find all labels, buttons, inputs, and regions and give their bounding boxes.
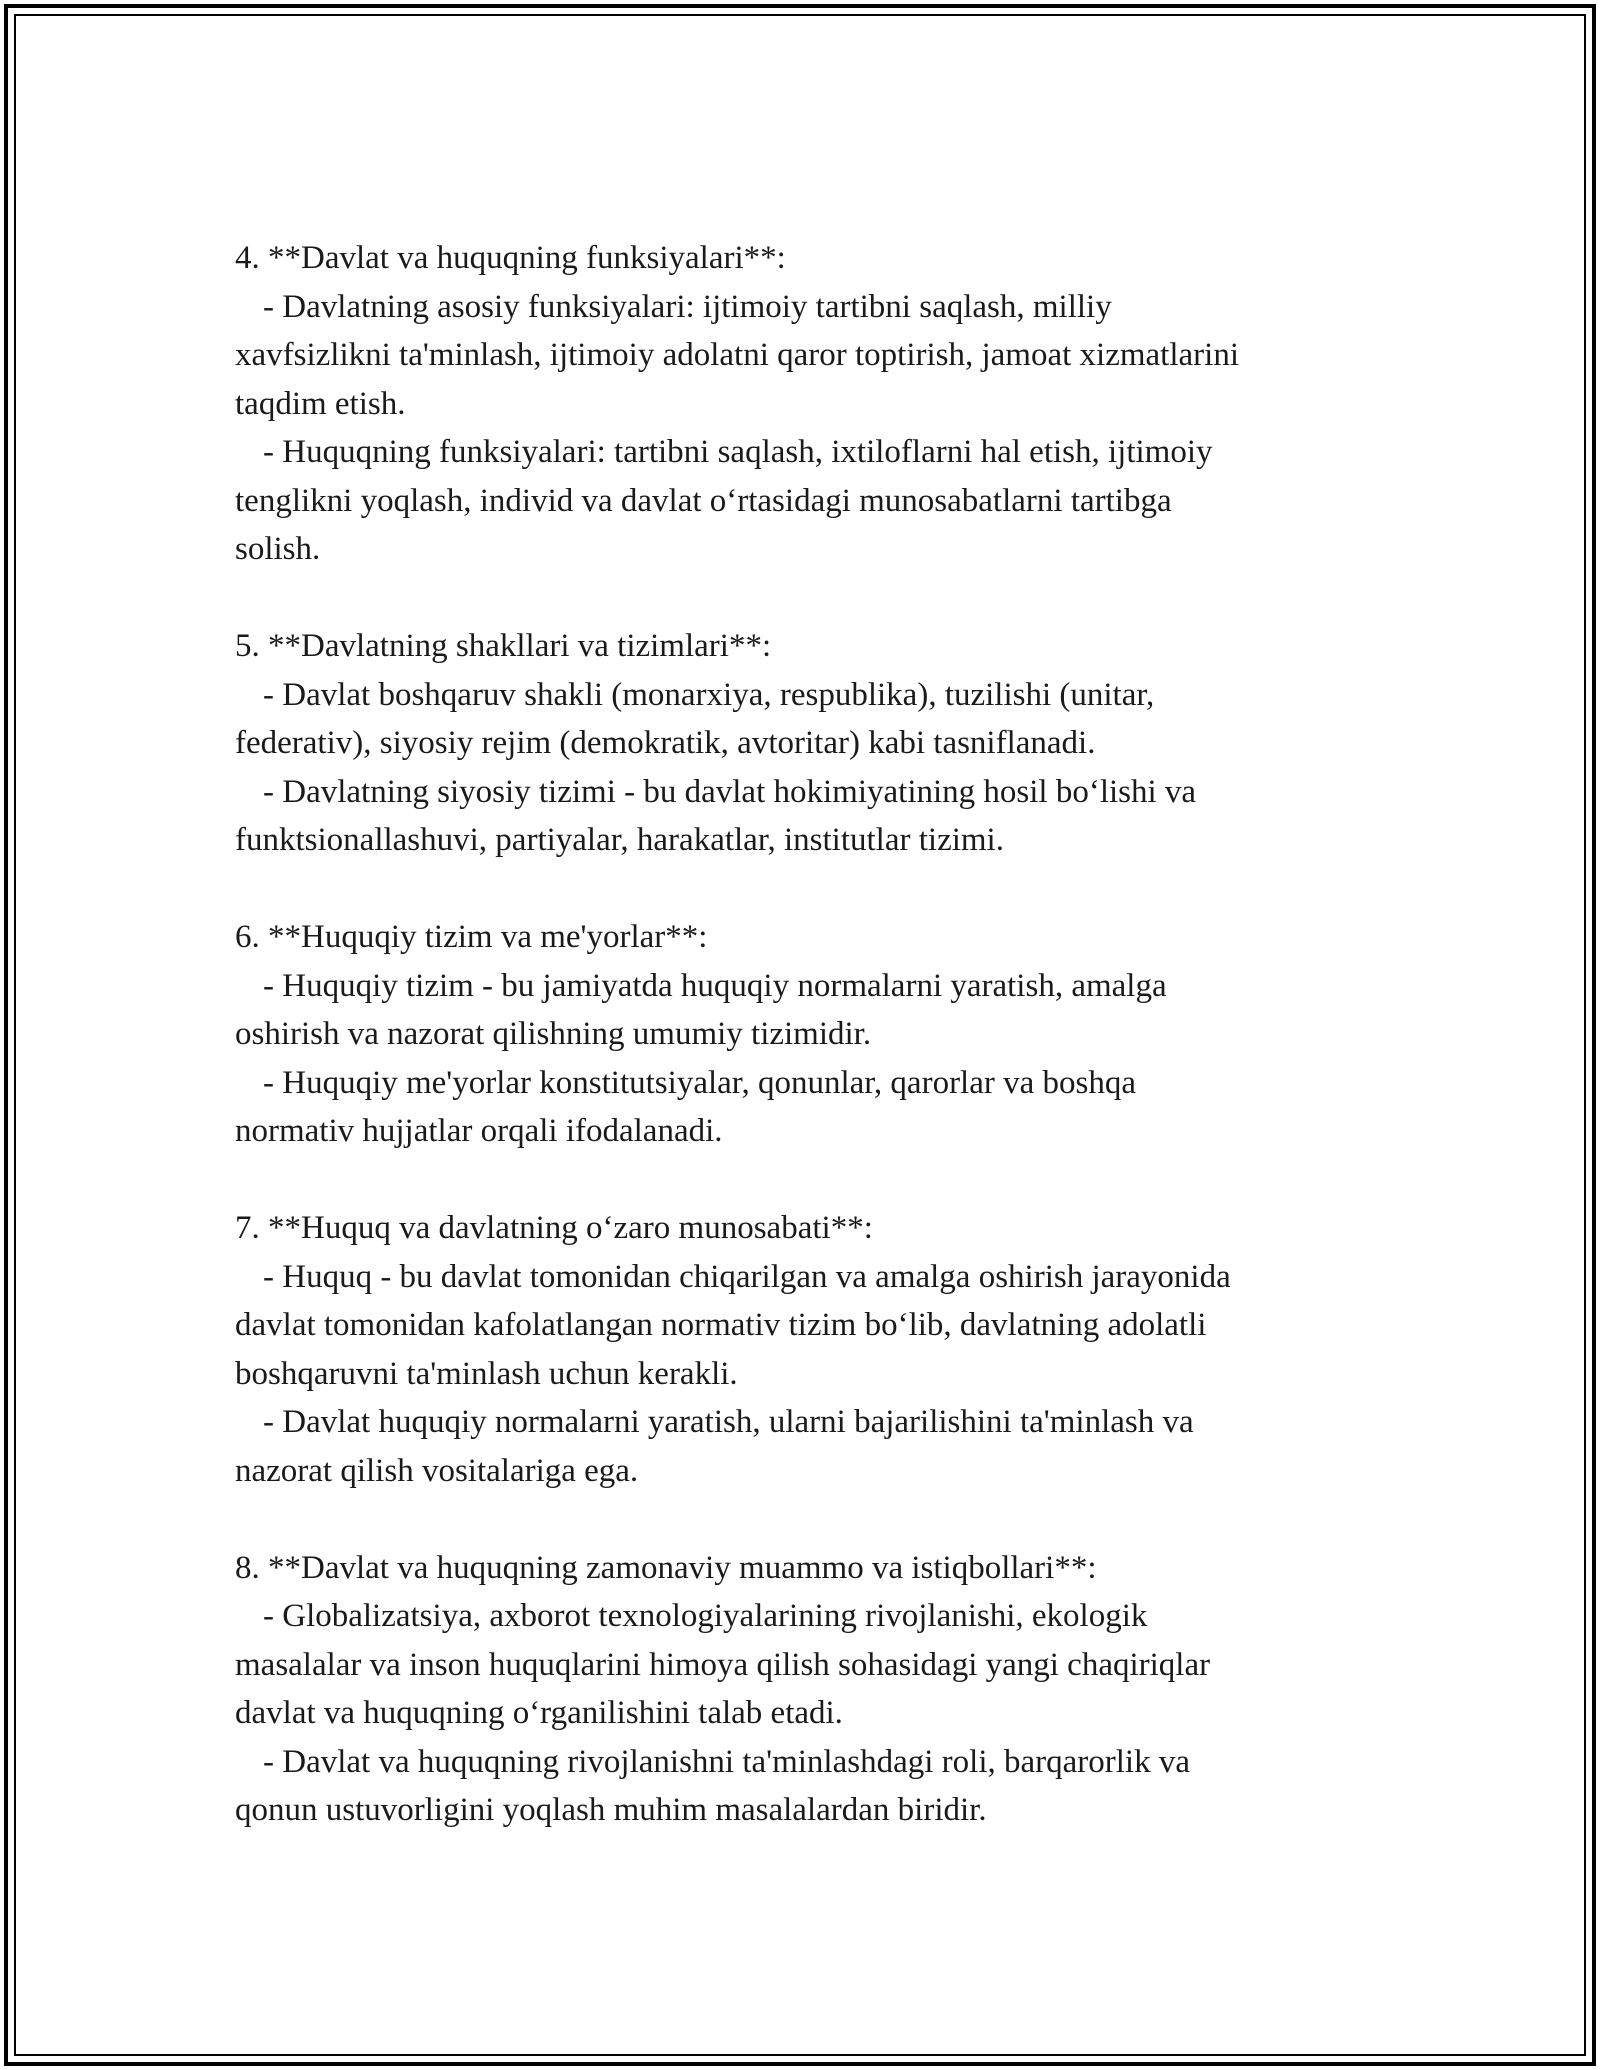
bullet-line: oshirish va nazorat qilishning umumiy tizimidir. xyxy=(235,1016,872,1052)
bullet-line: tenglikni yoqlash, individ va davlat oʻrtasidagi munosabatlarni tartibga xyxy=(235,482,1172,519)
bullet-line: davlat tomonidan kafolatlangan normativ tizim boʻlib, davlatning adolatli xyxy=(235,1307,1207,1343)
bullet-line: - Huquq - bu davlat tomonidan chiqarilgan va amalga oshirish jarayonida xyxy=(263,1258,1231,1295)
section-heading: 5. **Davlatning shakllari va tizimlari**: xyxy=(235,628,772,664)
section-heading: 7. **Huquq va davlatning oʻzaro munosabati**: xyxy=(235,1210,873,1246)
bullet-line: - Davlat boshqaruv shakli (monarxiya, respublika), tuzilishi (unitar, xyxy=(263,676,1155,713)
section-5 xyxy=(235,622,1395,865)
section-4 xyxy=(235,234,1395,574)
bullet-line: - Davlatning asosiy funksiyalari: ijtimoiy tartibni saqlash, milliy xyxy=(263,288,1112,325)
bullet-line: - Davlat va huquqning rivojlanishni ta'minlashdagi roli, barqarorlik va xyxy=(263,1743,1190,1780)
bullet-line: - Huquqning funksiyalari: tartibni saqlash, ixtiloflarni hal etish, ijtimoiy xyxy=(263,434,1213,470)
section-heading: 4. **Davlat va huquqning funksiyalari**: xyxy=(235,240,786,276)
section-7 xyxy=(235,1204,1395,1495)
bullet-line: taqdim etish. xyxy=(235,385,406,422)
bullet-line: - Globalizatsiya, axborot texnologiyalarining rivojlanishi, ekologik xyxy=(263,1598,1148,1634)
bullet-line: federativ), siyosiy rejim (demokratik, avtoritar) kabi tasniflanadi. xyxy=(235,725,1096,761)
section-6 xyxy=(235,913,1395,1156)
bullet-line: masalalar va inson huquqlarini himoya qilish sohasidagi yangi chaqiriqlar xyxy=(235,1646,1211,1683)
section-8 xyxy=(235,1544,1395,1835)
bullet-line: normativ hujjatlar orqali ifodalanadi. xyxy=(235,1113,723,1149)
bullet-line: - Huquqiy me'yorlar konstitutsiyalar, qonunlar, qarorlar va boshqa xyxy=(263,1064,1137,1101)
bullet-line: - Davlat huquqiy normalarni yaratish, ularni bajarilishini ta'minlash va xyxy=(263,1404,1194,1440)
bullet-line: nazorat qilish vositalariga ega. xyxy=(235,1452,639,1489)
bullet-line: solish. xyxy=(235,531,321,567)
bullet-line: qonun ustuvorligini yoqlash muhim masalalardan biridir. xyxy=(235,1792,987,1828)
section-heading: 8. **Davlat va huquqning zamonaviy muammo va istiqbollari**: xyxy=(235,1549,1097,1586)
bullet-line: boshqaruvni ta'minlash uchun kerakli. xyxy=(235,1355,738,1392)
bullet-line: davlat va huquqning oʻrganilishini talab etadi. xyxy=(235,1695,843,1731)
section-heading: 6. **Huquqiy tizim va me'yorlar**: xyxy=(235,919,708,955)
bullet-line: - Huquqiy tizim - bu jamiyatda huquqiy normalarni yaratish, amalga xyxy=(263,967,1167,1004)
document-body xyxy=(235,234,1395,1835)
bullet-line: xavfsizlikni ta'minlash, ijtimoiy adolatni qaror toptirish, jamoat xizmatlarini xyxy=(235,337,1239,373)
bullet-line: - Davlatning siyosiy tizimi - bu davlat hokimiyatining hosil boʻlishi va xyxy=(263,773,1197,810)
bullet-line: funktsionallashuvi, partiyalar, harakatlar, institutlar tizimi. xyxy=(235,822,1004,858)
